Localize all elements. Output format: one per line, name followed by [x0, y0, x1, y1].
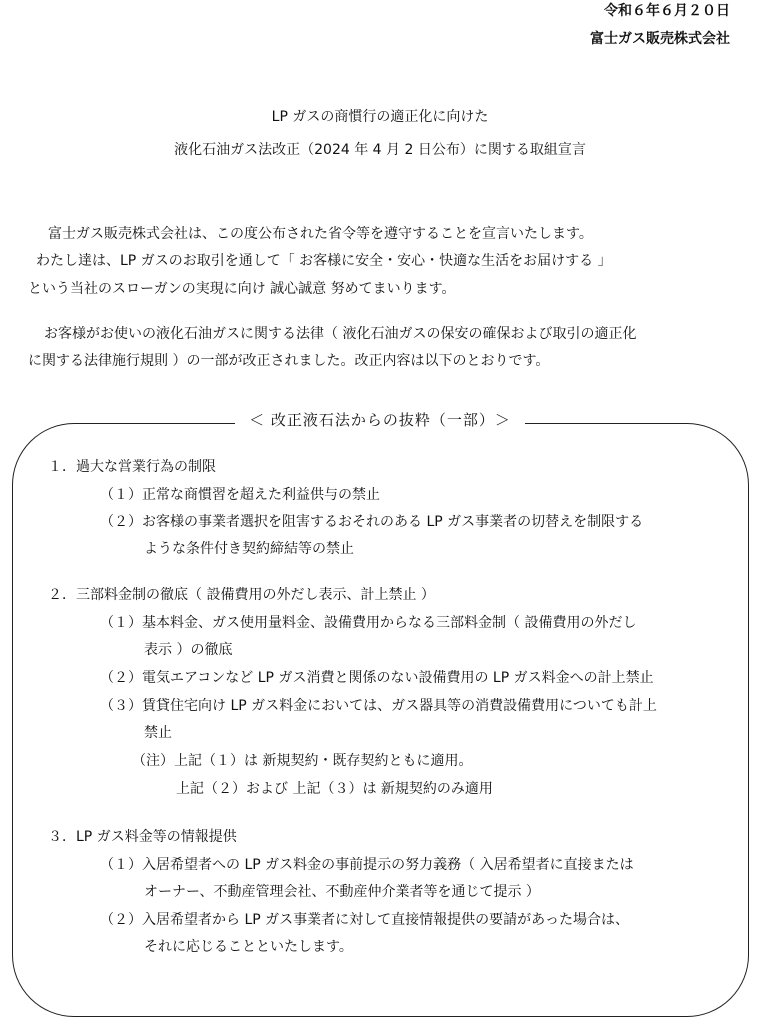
title-line-1: LP ガスの商慣行の適正化に向けた	[271, 109, 489, 125]
intro-paragraph-1-line-1: 富士ガス販売株式会社は、この度公布された省令等を遵守することを宣言いたします。	[48, 226, 593, 242]
section-2-item-1-line-1: （１）基本料金、ガス使用量料金、設備費用からなる三部料金制（ 設備費用の外だし	[100, 615, 637, 631]
section-3-item-1-line-2: オーナー、不動産管理会社、不動産仲介業者等を通じて提示 ）	[144, 884, 540, 900]
section-2-item-3-line-1: （３）賃貸住宅向け LP ガス料金においては、ガス器具等の消費設備費用についても計上	[100, 698, 657, 714]
section-2-title: ２．三部料金制の徹底（ 設備費用の外だし表示、計上禁止 ）	[48, 587, 435, 603]
section-2-item-3-line-2: 禁止	[144, 725, 172, 741]
section-2-item-2: （２）電気エアコンなど LP ガス消費と関係のない設備費用の LP ガス料金への計上禁止	[100, 670, 654, 686]
section-3-title: ３．LP ガス料金等の情報提供	[48, 829, 237, 845]
intro-paragraph-1-line-3: という当社のスローガンの実現に向け 誠心誠意 努めてまいります。	[28, 281, 456, 297]
excerpt-box-heading: ＜ 改正液石法からの抜粋（一部）＞	[235, 411, 525, 429]
section-3-item-2-line-2: それに応じることといたします。	[144, 939, 353, 955]
company-name: 富士ガス販売株式会社	[590, 31, 730, 47]
section-2-item-1-line-2: 表示 ）の徹底	[144, 642, 233, 658]
date: 令和６年６月２０日	[604, 3, 730, 19]
intro-paragraph-2-line-2: に関する法律施行規則 ）の一部が改正されました。改正内容は以下のとおりです。	[28, 353, 550, 369]
excerpt-box-heading-wrap	[0, 409, 760, 430]
section-3-item-1-line-1: （１）入居希望者への LP ガス料金の事前提示の努力義務（ 入居希望者に直接または	[100, 857, 634, 873]
title-line-2: 液化石油ガス法改正（2024 年 4 月 2 日公布）に関する取組宣言	[174, 142, 586, 158]
section-1-title: １．過大な営業行為の制限	[48, 459, 216, 475]
section-1-item-1: （１）正常な商慣習を超えた利益供与の禁止	[100, 487, 380, 503]
intro-paragraph-2-line-1: お客様がお使いの液化石油ガスに関する法律（ 液化石油ガスの保安の確保および取引の適正化	[44, 326, 637, 342]
section-2-note-line-1: （注）上記（１）は 新規契約・既存契約ともに適用。	[132, 753, 473, 769]
intro-paragraph-1-line-2: わたし達は、LP ガスのお取引を通して「 お客様に安全・安心・快適な生活をお届けする 」	[36, 253, 612, 269]
section-1-item-2-line-1: （２）お客様の事業者選択を阻害するおそれのある LP ガス事業者の切替えを制限する	[100, 514, 644, 530]
section-1-item-2-line-2: ような条件付き契約締結等の禁止	[144, 541, 354, 557]
section-3-item-2-line-1: （２）入居希望者から LP ガス事業者に対して直接情報提供の要請があった場合は、	[100, 912, 630, 928]
section-2-note-line-2: 上記（２）および 上記（３）は 新規契約のみ適用	[176, 781, 493, 797]
